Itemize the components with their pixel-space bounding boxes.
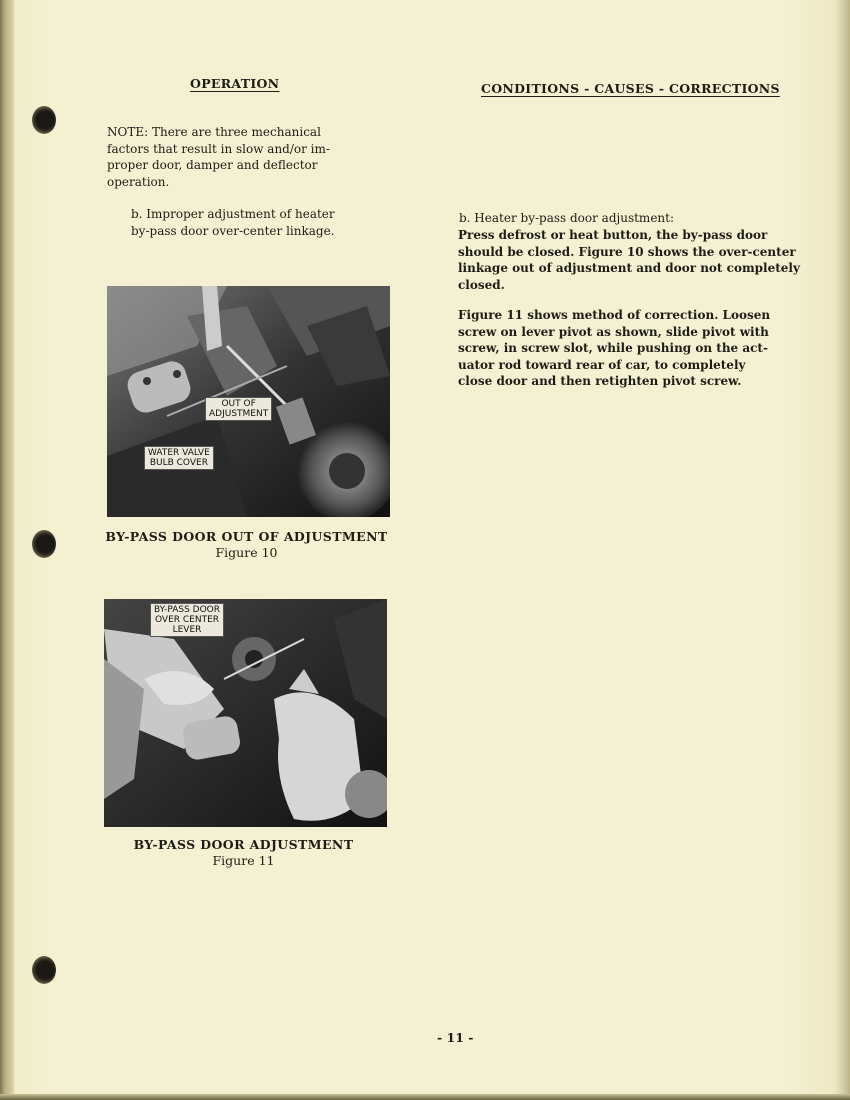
note-text: [107, 124, 330, 190]
figure-11-caption-number: Figure 11: [212, 853, 275, 868]
punch-hole-top: [32, 106, 56, 134]
paragraph-line: close door and then retighten pivot screw.: [458, 374, 742, 388]
paragraph-line: linkage out of adjustment and door not completely: [458, 261, 800, 275]
note-line: operation.: [107, 174, 170, 189]
figure-11-caption: [100, 837, 387, 869]
figure-11-photo: [104, 599, 387, 827]
paragraph-line: should be closed. Figure 10 shows the over-center: [458, 244, 796, 259]
paragraph-line: screw on lever pivot as shown, slide pivot with: [458, 324, 769, 339]
right-paragraph-1: [458, 227, 800, 293]
paragraph-line: closed.: [458, 277, 505, 292]
figure-10-caption-number: Figure 10: [215, 545, 278, 560]
label-out-of-adjustment: [205, 397, 272, 421]
page-bottom-edge: [0, 1094, 850, 1100]
figure-10-caption: [103, 529, 390, 561]
note-line: NOTE: There are three mechanical: [107, 125, 321, 139]
punch-hole-middle: [32, 530, 56, 558]
label-over-center-lever: [150, 603, 224, 637]
punch-hole-bottom: [32, 956, 56, 984]
left-item-b-line: by-pass door over-center linkage.: [131, 223, 335, 238]
note-line: factors that result in slow and/or im-: [107, 141, 330, 156]
figure-11-illustration: [104, 599, 387, 827]
figure-10-photo: [107, 286, 390, 517]
label-line: ADJUSTMENT: [209, 409, 269, 419]
label-line: BY-PASS DOOR: [154, 605, 221, 615]
label-line: OVER CENTER: [154, 615, 220, 625]
label-line: LEVER: [172, 625, 202, 635]
figure-10-caption-title: BY-PASS DOOR OUT OF ADJUSTMENT: [105, 529, 388, 544]
page-number: - 11 -: [437, 1030, 474, 1045]
heading-conditions: CONDITIONS - CAUSES - CORRECTIONS: [481, 81, 780, 96]
label-line: WATER VALVE: [148, 448, 210, 458]
left-item-b-line: b. Improper adjustment of heater: [131, 207, 335, 221]
right-paragraph-2: [458, 307, 770, 390]
paragraph-line: screw, in screw slot, while pushing on the act-: [458, 341, 768, 355]
paragraph-line: Press defrost or heat button, the by-pass door: [458, 228, 768, 242]
heading-operation: OPERATION: [190, 76, 280, 91]
left-item-b: [131, 206, 335, 239]
page-left-edge: [0, 0, 14, 1100]
label-water-valve: [144, 446, 214, 470]
paragraph-line: uator rod toward rear of car, to completely: [458, 357, 746, 372]
right-item-b-title: b. Heater by-pass door adjustment:: [459, 211, 675, 225]
label-line: BULB COVER: [149, 458, 208, 468]
figure-11-caption-title: BY-PASS DOOR ADJUSTMENT: [133, 837, 354, 852]
label-line: OUT OF: [221, 399, 256, 409]
paragraph-line: Figure 11 shows method of correction. Loosen: [458, 308, 771, 322]
note-line: proper door, damper and deflector: [107, 158, 318, 172]
